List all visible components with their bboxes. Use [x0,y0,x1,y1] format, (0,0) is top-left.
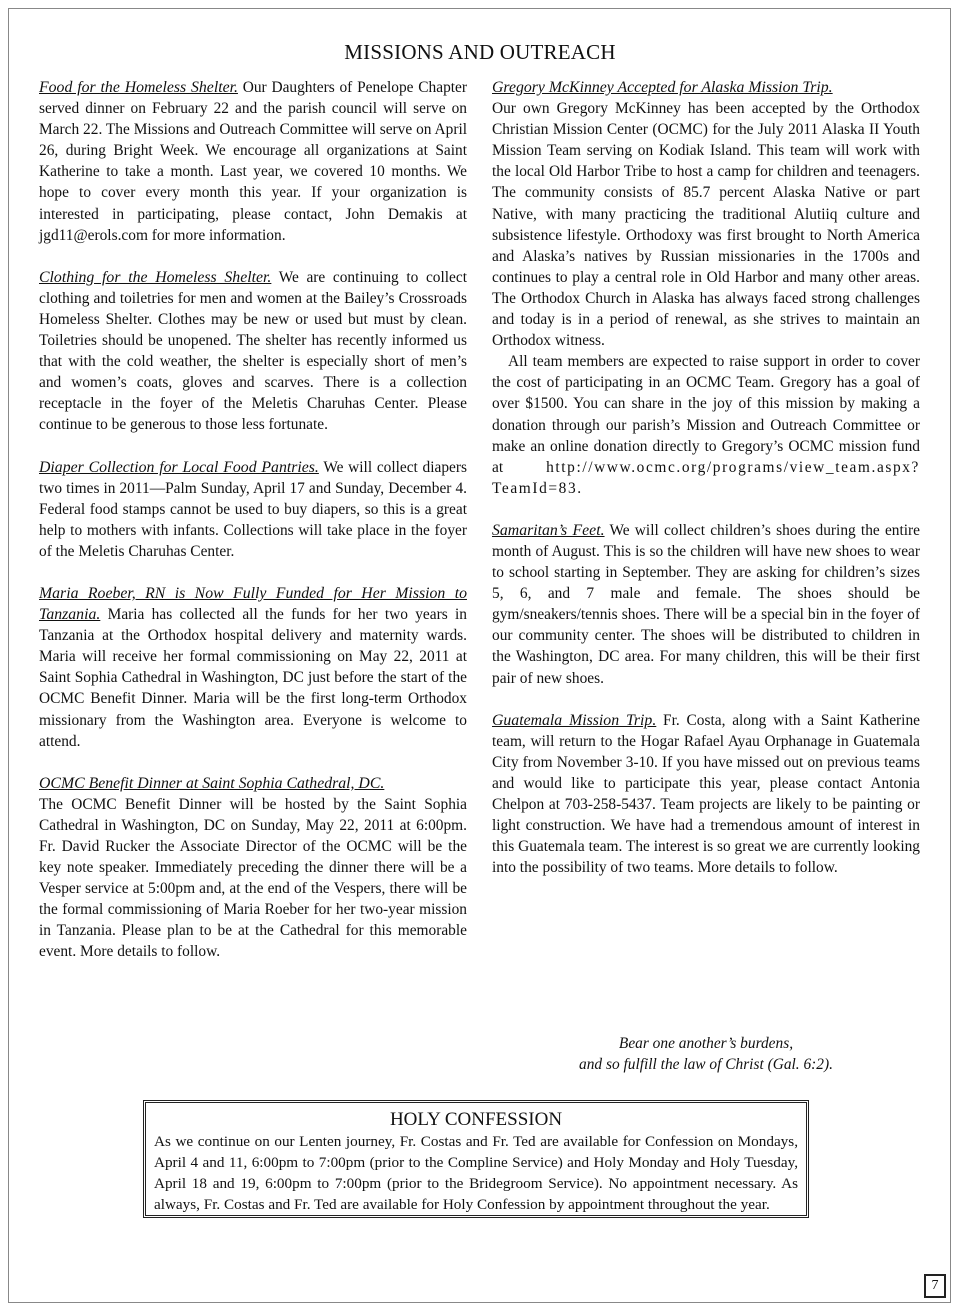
page-title: MISSIONS AND OUTREACH [344,40,616,64]
article-body: We are continuing to collect clothing and toiletries for men and women at the Bailey’s Crossroads Homeless Shelter. Clothes may be new or used but must by clean. Toiletries should be unopened. The shelter has recently informed us that with the cold weather, the shelter is especially short of men’s and women’s coats, gloves and scarves. There is a collection receptacle in the foyer of the Meletis Charuhas Center. Please continue to be generous to those less fortunate. [39,268,467,434]
article-gregory-mckinney [492,77,920,351]
article-heading: OCMC Benefit Dinner at Saint Sophia Cathedral, DC. [39,774,385,792]
article-body: Maria has collected all the funds for her two years in Tanzania at the Orthodox hospital delivery and maternity wards. Maria will receive her formal commissioning on May 22, 2011 at Saint Sophia Cathedral in Washington, DC just before the start of the OCMC Benefit Dinner. Maria will be the first long-term Orthodox missionary from the Washington area. Everyone is welcome to attend. [39,606,467,750]
article-heading: Gregory McKinney Accepted for Alaska Mission Trip. [492,79,833,96]
scripture-quote [492,1033,920,1075]
article-clothing-homeless [39,267,467,436]
article-body: The OCMC Benefit Dinner will be hosted by the Saint Sophia Cathedral in Washington, DC on Sunday, May 22, 2011 at 6:00pm. Fr. David Rucker the Associate Director of the OCMC will be the key note speaker. Immediately preceding the dinner there will be a Vesper service at 5:00pm and, at the end of the Vespers, there will be the formal commissioning of Maria Roeber for her two-year mission in Tanzania. Please plan to be at the Cathedral for this memorable event. More details to follow. [39,795,467,961]
article-heading: Diaper Collection for Local Food Pantries. [39,458,319,476]
article-heading: Food for the Homeless Shelter. [39,79,238,96]
article-heading: Guatemala Mission Trip. [492,711,657,729]
article-body: We will collect children’s shoes during the entire month of August. This is so the children will have new shoes to wear to school starting in September. They are asking for children’s sizes 5, 6, and 7 male and female. The shoes should be gym/sneakers/tennis shoes. There will be a special bin in the foyer of our community center. The shoes will be distributed to children in the Washington, DC area. For many children, this will be their first pair of new shoes. [492,521,920,687]
article-heading: Maria Roeber, RN is Now Fully Funded for Her Mission to Tanzania. [39,584,467,624]
quote-line-1: Bear one another’s burdens, [618,1035,794,1052]
article-diaper-collection [39,457,467,562]
quote-line-2: and so fulfill the law of Christ (Gal. 6:2). [579,1056,833,1073]
article-heading: Clothing for the Homeless Shelter. [39,268,272,286]
holy-confession-box [143,1100,809,1218]
article-samaritans-feet [492,520,920,689]
article-guatemala-trip [492,710,920,879]
article-gregory-support [492,351,920,499]
article-body: All team members are expected to raise support in order to cover the cost of participating in an OCMC Team. Gregory has a goal of over $1500. You can share in the joy of this mission by making a donation through our parish’s Mission and Outreach Committee or make an online donation directly to Gregory’s OCMC mission fund at [492,353,920,476]
article-heading: Samaritan’s Feet. [492,521,605,539]
right-column [492,77,920,899]
left-column [39,77,467,984]
article-body: Our own Gregory McKinney has been accepted by the Orthodox Christian Mission Center (OCMC) for the July 2011 Alaska II Youth Mission Team serving on Kodiak Island. This team will work with the local Old Harbor Tribe to host a camp for children and teenagers. The community consists of 85.7 percent Alaska Native or part Native, with many practicing the traditional Alutiiq culture and subsistence lifestyle. Orthodoxy was first brought to North America and Alaska’s natives by Russian missionaries in the 1700s and continues to play a central role in Old Harbor and many other areas. The Orthodox Church in Alaska has always faced strong challenges and today is in a period of renewal, as she strives to maintain an Orthodox witness. [492,100,920,350]
confession-title: HOLY CONFESSION [389,1109,563,1130]
article-maria-roeber [39,583,467,752]
confession-text: As we continue on our Lenten journey, Fr. Costas and Fr. Ted are available for Confession on Mondays, April 4 and 11, 6:00pm to 7:00pm (prior to the Compline Service) and Holy Monday and Holy Tuesday, April 18 and 19, 6:00pm to 7:00pm (prior to the Bridegroom Service). No appointment necessary. As always, Fr. Costas and Fr. Ted are available for Holy Confession by appointment throughout the year. [154,1133,798,1213]
article-ocmc-dinner [39,773,467,963]
article-food-homeless [39,77,467,246]
article-body: We will collect diapers two times in 2011—Palm Sunday, April 17 and Sunday, December 4. Federal food stamps cannot be used to buy diapers, so this is a great help to mothers with infants. Collections will take place in the foyer of the Meletis Charuhas Center. [39,458,467,560]
article-body: Fr. Costa, along with a Saint Katherine team, will return to the Hogar Rafael Ayau Orphanage in Guatemala City from November 3-10. If you have missed out on previous teams and would like to participate this year, please contact Antonia Chelpon at 703-258-5437. Team projects are likely to be painting or light construction. We have had a tremendous amount of interest in this Guatemala team. The interest is so great we are currently looking into the possibility of two teams. More details to follow. [492,711,920,877]
article-body: Our Daughters of Penelope Chapter served dinner on February 22 and the parish council will serve on March 22. The Missions and Outreach Committee will serve on April 26, during Bright Week. We encourage all organizations at Saint Katherine to take a month. Last year, we covered 10 months. We hope to cover every month this year. If your organization is interested in participating, please contact, John Demakis at jgd11@erols.com for more information. [39,79,467,244]
donation-url: http://www.ocmc.org/programs/view_team.aspx?TeamId=83. [492,458,920,497]
page-number: 7 [924,1274,946,1298]
